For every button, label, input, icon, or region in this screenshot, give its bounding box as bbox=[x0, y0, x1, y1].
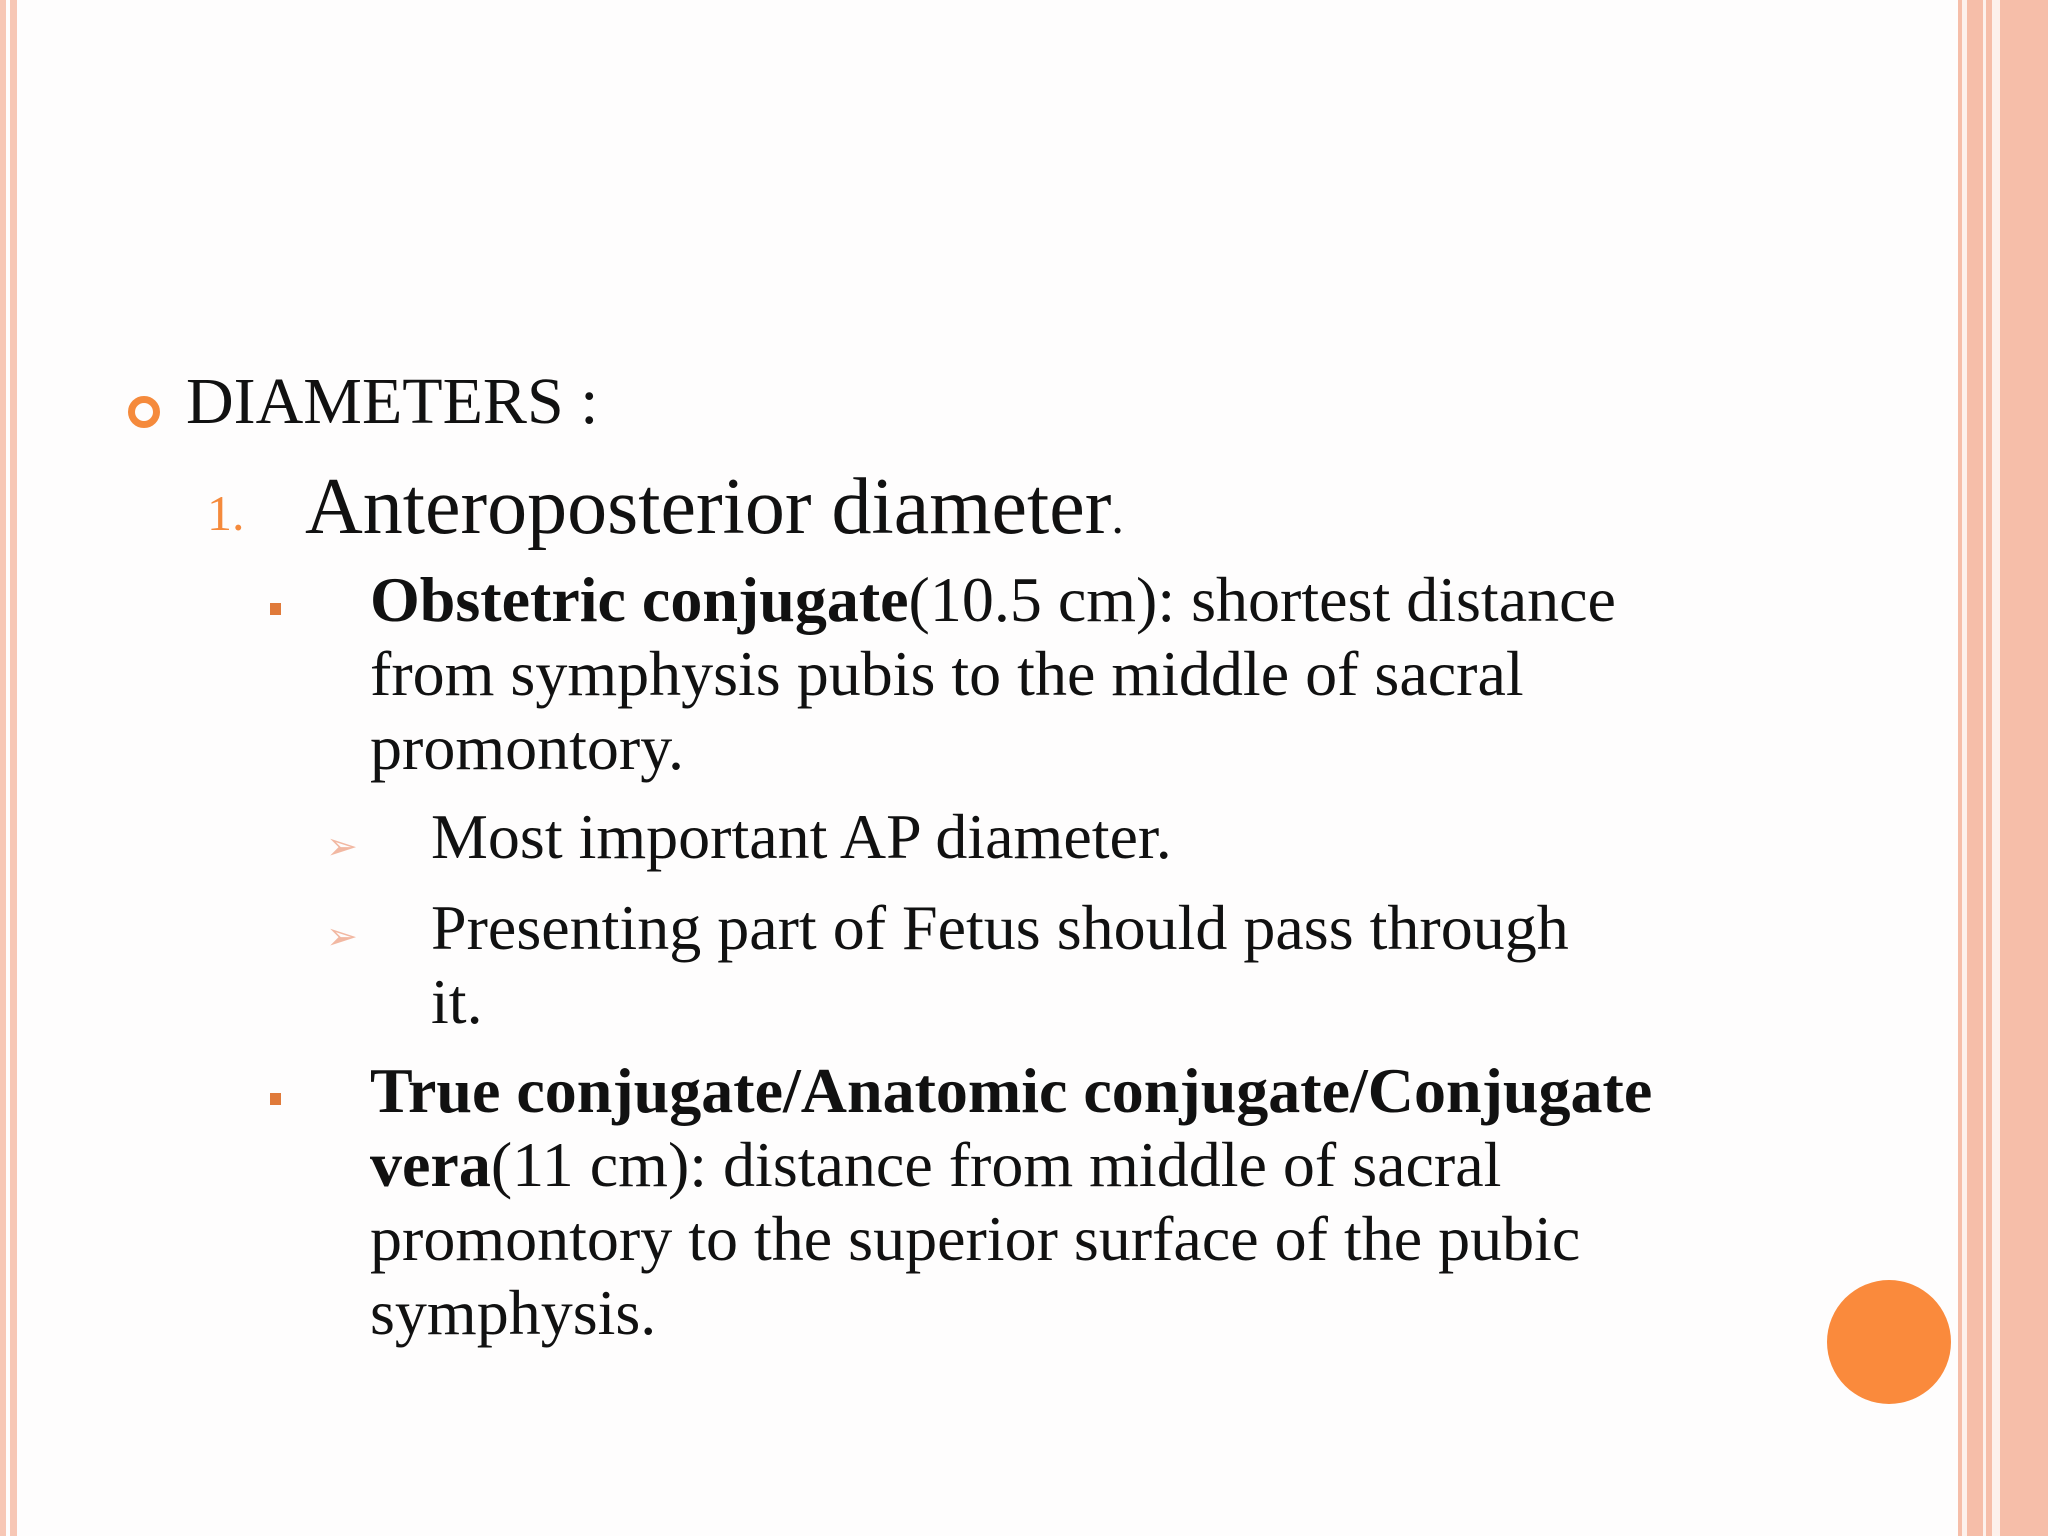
square-bullet-icon bbox=[270, 1093, 281, 1105]
bullet-true-conjugate bbox=[370, 1054, 1730, 1350]
list-number-marker: 1. bbox=[207, 485, 245, 541]
numbered-item-period: . bbox=[1111, 488, 1124, 544]
decorative-circle bbox=[1827, 1280, 1951, 1404]
numbered-item-text: Anteroposterior diameter bbox=[305, 463, 1112, 551]
bullet-term: Obstetric conjugate bbox=[370, 564, 909, 635]
right-border-gap bbox=[1992, 0, 2000, 1536]
right-border-stripe bbox=[2000, 0, 2048, 1536]
arrowhead-bullet-icon: ➢ bbox=[326, 914, 358, 958]
bullet-term: True conjugate/Anatomic conjugate/Conjugate vera bbox=[370, 1055, 1653, 1200]
bullet-description: (11 cm): distance from middle of sacral promontory to the superior surface of the pubic symphysis. bbox=[370, 1129, 1581, 1348]
sub-point: Presenting part of Fetus should pass through it. bbox=[431, 892, 1569, 1037]
slide-heading: DIAMETERS : bbox=[186, 365, 599, 438]
square-bullet-icon bbox=[270, 603, 281, 615]
ring-bullet-icon bbox=[128, 396, 160, 428]
bullet-obstetric-conjugate bbox=[370, 563, 1710, 785]
left-border-stripe bbox=[10, 0, 17, 1536]
right-border-stripe bbox=[1967, 0, 1983, 1536]
numbered-item bbox=[305, 462, 1124, 561]
bullet-description: (10.5 cm): shortest distance from symphysis pubis to the middle of sacral promontory. bbox=[370, 564, 1616, 783]
sub-point: Most important AP diameter. bbox=[431, 801, 1172, 872]
arrowhead-bullet-icon: ➢ bbox=[326, 824, 358, 868]
left-border-stripe bbox=[0, 0, 6, 1536]
